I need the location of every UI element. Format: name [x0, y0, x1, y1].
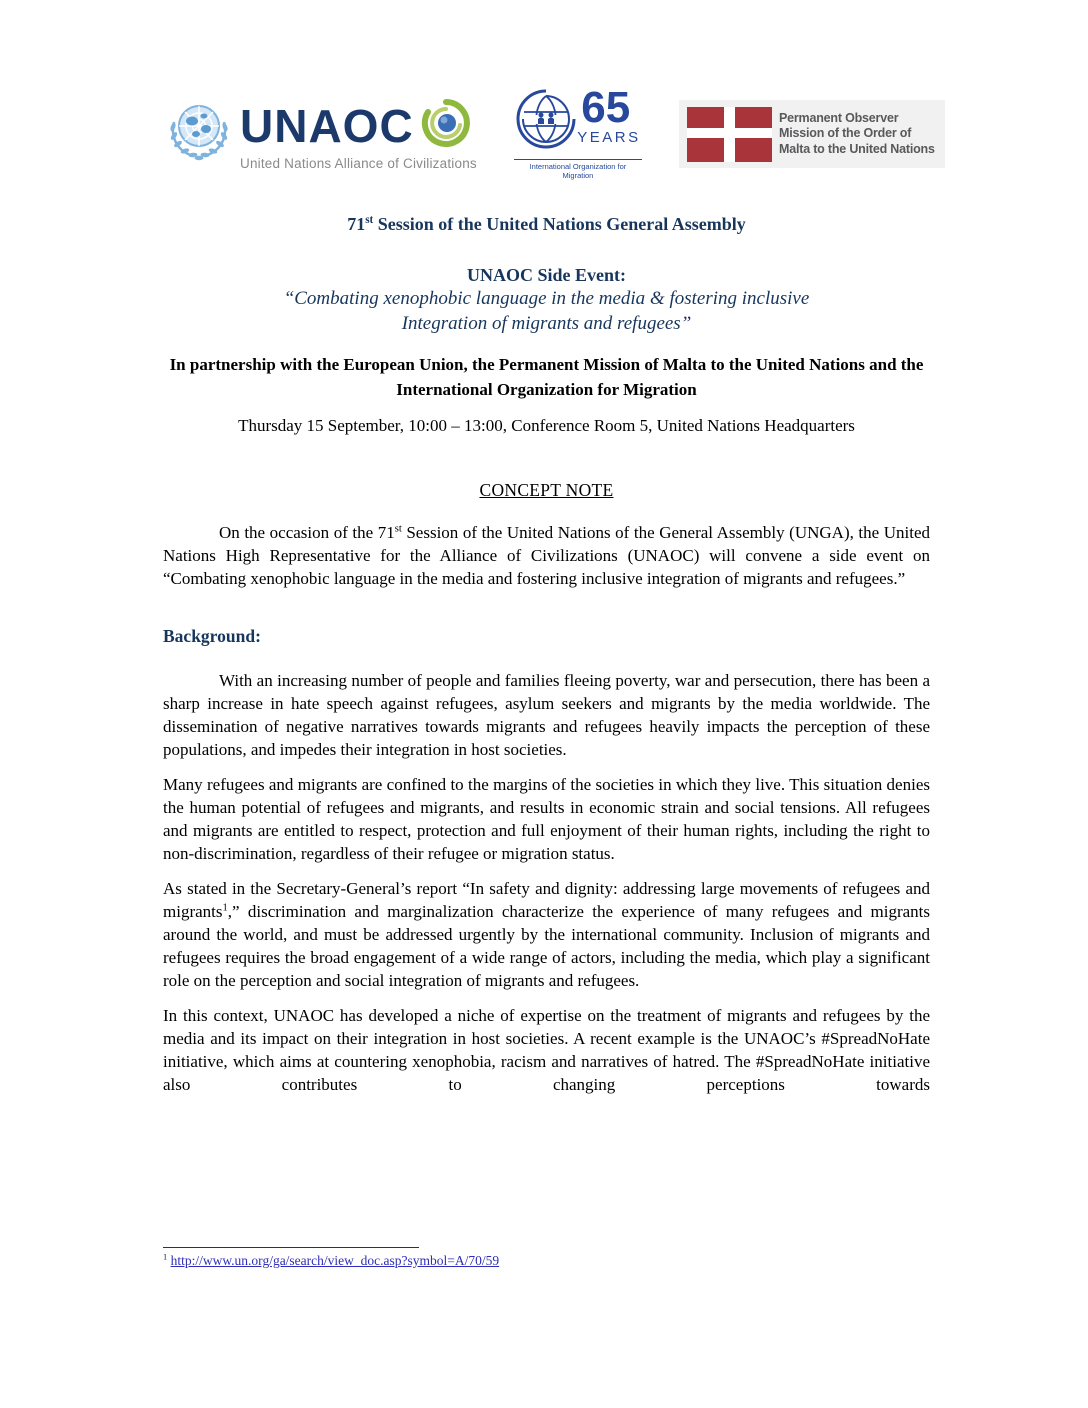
unaoc-logo: [162, 94, 477, 175]
un-emblem-icon: [162, 94, 236, 175]
footnote-separator: [163, 1247, 419, 1248]
header-logos: [0, 0, 1088, 180]
malta-logo: [679, 100, 945, 168]
event-heading: UNAOC Side Event:: [466, 265, 626, 285]
intro-paragraph: On the occasion of the 71st Session of the United Nations of the General Assembly (UNGA), the United Nations High Representative for the Alliance of Civilizations (UNAOC) will convene a side event on “Combating xenophobic language in the media and fostering inclusive integration of migrants and refugees.”: [163, 523, 931, 588]
iom-tagline: International Organization for Migration: [514, 159, 642, 180]
malta-mission-text: Permanent Observer Mission of the Order of Malta to the United Nations: [779, 110, 935, 156]
background-heading: Background:: [163, 626, 261, 646]
footnote-text: [163, 1253, 930, 1269]
iom-logo: [514, 83, 642, 180]
body-paragraph-3: As stated in the Secretary-General’s report “In safety and dignity: addressing large movements of refugees and migrants$^1$,” discrimination and marginalization characterize the experience of many refugees and migrants around the world, and must be addressed urgently by the international community. Inclusion of migrants and refugees requires the broad engagement of a wide range of actors, including the media, which play a significant role on the perception and social integration of migrants and refugees.: [163, 879, 930, 990]
document-content: [0, 214, 1088, 1096]
unaoc-swirl-icon: [420, 97, 472, 154]
body-paragraph-4: In this context, UNAOC has developed a niche of expertise on the treatment of migrants and refugees by the media and its impact on their integration in host societies. A recent example is the UNAOC’s #SpreadNoHate initiative, which aims at countering xenophobia, racism and narratives of hatred. The #SpreadNoHate initiative also contributes to changing perceptions towards: [163, 1006, 930, 1094]
body-paragraph-1: With an increasing number of people and families fleeing poverty, war and persecution, there has been a sharp increase in hate speech against refugees, asylum seekers and migrants by the media worldwide. The dissemination of negative narratives towards migrants and refugees heavily impacts the perception of these populations, and impedes their integration in host societies.: [163, 671, 930, 759]
document-title: 71st Session of the United Nations General Assembly: [347, 214, 746, 234]
iom-globe-icon: [515, 88, 577, 155]
iom-years-label: YEARS: [577, 128, 641, 146]
event-quote-line2: Integration of migrants and refugees”: [401, 313, 692, 334]
unaoc-acronym: UNAOC: [240, 99, 414, 152]
footnote-area: [163, 1247, 930, 1269]
event-datetime: Thursday 15 September, 10:00 – 13:00, Conference Room 5, United Nations Headquarters: [238, 416, 855, 435]
footnote-link[interactable]: http://www.un.org/ga/search/view_doc.asp?symbol=A/70/59: [170, 1253, 500, 1268]
iom-65-label: 65: [581, 83, 631, 132]
body-paragraph-2: Many refugees and migrants are confined to the margins of the societies in which they live. This situation denies the human potential of refugees and migrants, and results in economic strain and social tensions. All refugees and migrants are entitled to respect, protection and full enjoyment of their human rights, including the right to non-discrimination, regardless of their refugee or migration status.: [163, 775, 930, 863]
malta-flag-icon: [687, 107, 772, 162]
partnership-line: In partnership with the European Union, the Permanent Mission of Malta to the United Nations and the International Organization for Migration: [169, 355, 924, 399]
unaoc-tagline: United Nations Alliance of Civilizations: [240, 156, 477, 171]
event-quote-line1: “Combating xenophobic language in the media & fostering inclusive: [283, 288, 810, 309]
concept-note-heading: CONCEPT NOTE: [479, 480, 614, 500]
footnote-marker: 1: [163, 1252, 168, 1262]
